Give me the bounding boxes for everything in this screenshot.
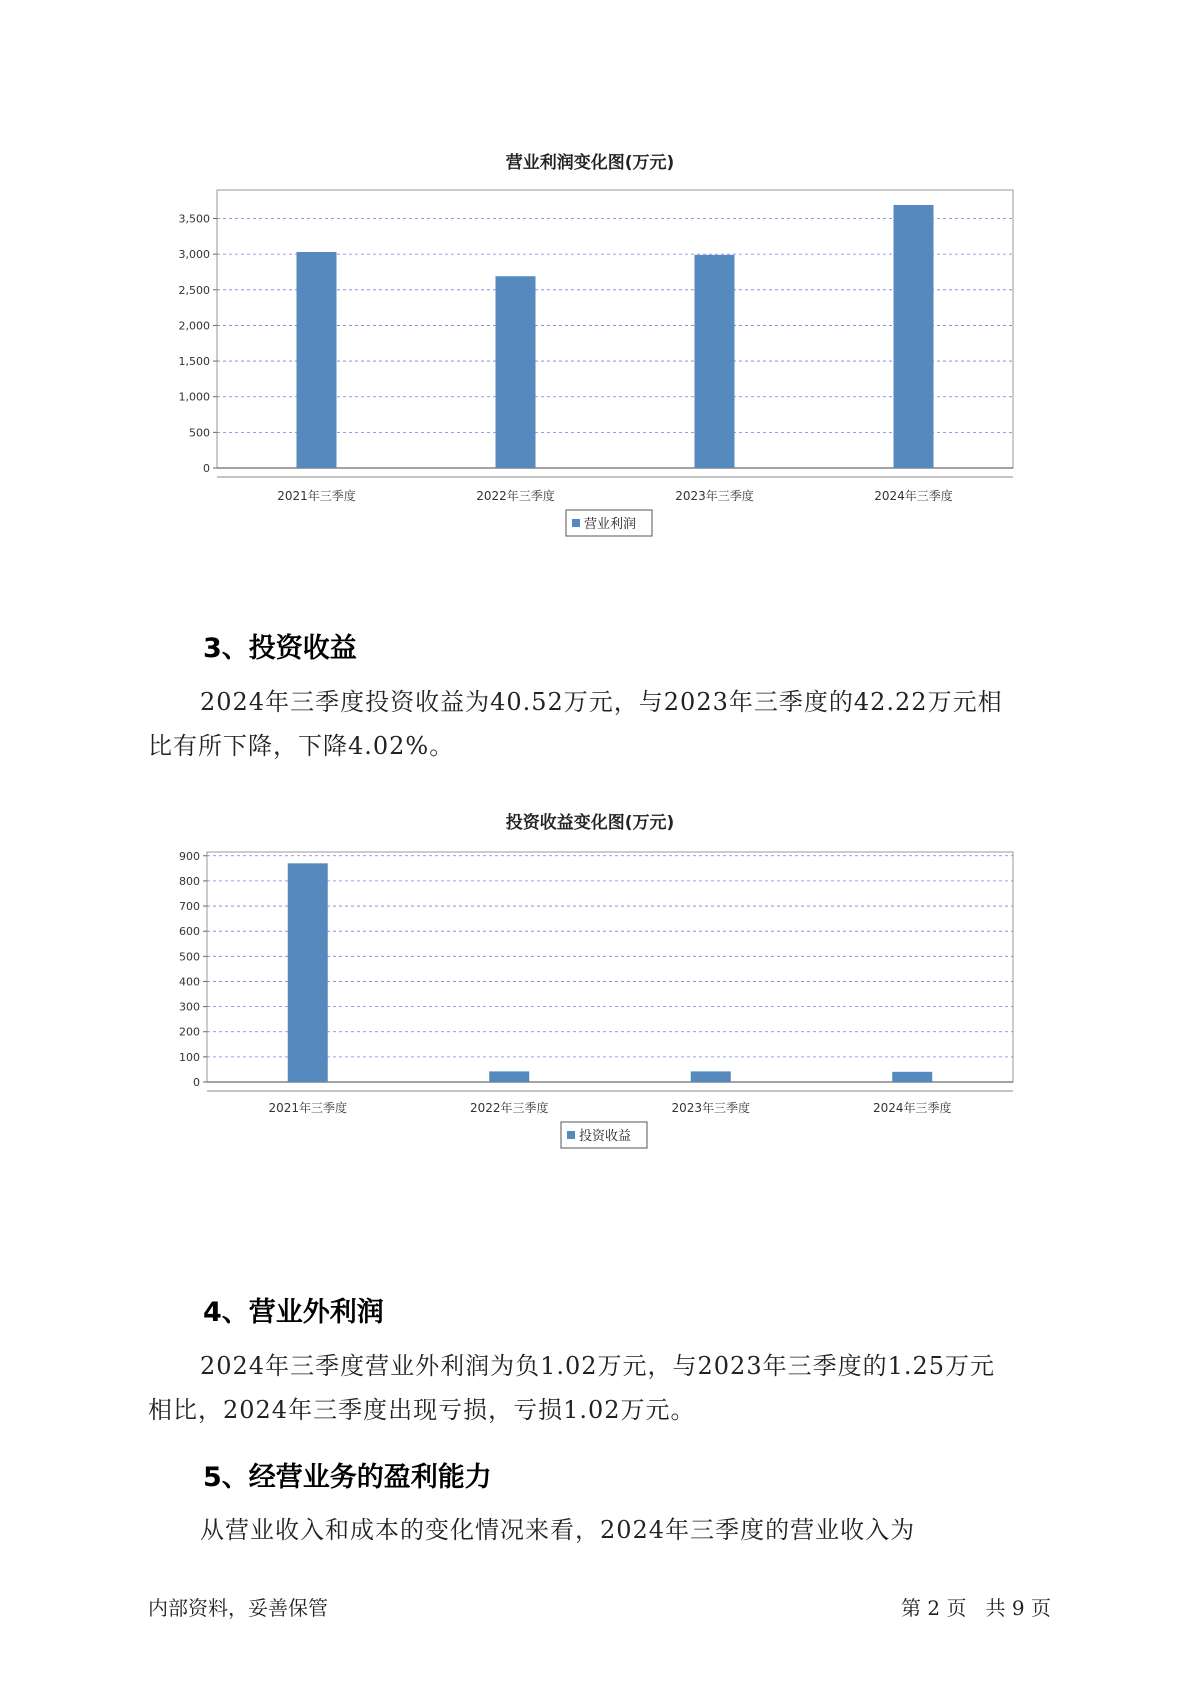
section-heading-profitability: 5、经营业务的盈利能力 xyxy=(203,1462,492,1493)
y-tick-label: 0 xyxy=(193,1076,200,1089)
y-tick-label: 200 xyxy=(179,1025,200,1039)
bar xyxy=(695,255,735,468)
y-tick-label: 3,500 xyxy=(178,212,210,226)
footer-page-number: 第 2 页 共 9 页 xyxy=(901,1596,1051,1620)
y-tick-label: 700 xyxy=(179,900,200,914)
bar xyxy=(297,252,337,468)
legend-swatch xyxy=(567,1131,575,1139)
legend-label: 投资收益 xyxy=(579,1129,632,1144)
y-tick-label: 100 xyxy=(179,1050,200,1064)
legend-swatch xyxy=(572,519,580,527)
x-tick-label: 2021年三季度 xyxy=(277,489,356,503)
bar-chart xyxy=(150,140,1030,600)
section-heading-non-operating-profit: 4、营业外利润 xyxy=(203,1297,384,1328)
bar xyxy=(489,1071,529,1082)
chart-title: 投资收益变化图(万元) xyxy=(505,813,675,833)
footer-confidential: 内部资料，妥善保管 xyxy=(148,1596,328,1620)
paragraph-line: 从营业收入和成本的变化情况来看，2024年三季度的营业收入为 xyxy=(200,1516,916,1544)
bar xyxy=(691,1071,731,1082)
chart-title: 营业利润变化图(万元) xyxy=(505,153,675,173)
bar xyxy=(288,863,328,1082)
section-heading-investment-income: 3、投资收益 xyxy=(203,633,357,664)
paragraph-non-operating-profit xyxy=(148,1344,1048,1432)
bar xyxy=(894,205,934,468)
bar xyxy=(496,276,536,468)
bar-chart xyxy=(150,800,1030,1260)
y-tick-label: 800 xyxy=(179,874,200,888)
y-tick-label: 500 xyxy=(189,426,210,440)
y-tick-label: 1,000 xyxy=(178,390,210,404)
x-tick-label: 2023年三季度 xyxy=(671,1101,751,1115)
y-tick-label: 600 xyxy=(179,925,200,939)
x-tick-label: 2022年三季度 xyxy=(476,489,555,503)
y-tick-label: 2,500 xyxy=(178,283,210,297)
y-tick-label: 0 xyxy=(203,462,210,475)
y-tick-label: 500 xyxy=(179,950,200,964)
y-tick-label: 2,000 xyxy=(178,319,210,333)
y-tick-label: 3,000 xyxy=(178,248,210,262)
x-tick-label: 2022年三季度 xyxy=(469,1101,549,1115)
paragraph-line: 2024年三季度投资收益为40.52万元，与2023年三季度的42.22万元相 xyxy=(200,688,1003,716)
x-tick-label: 2024年三季度 xyxy=(872,1101,952,1115)
x-tick-label: 2023年三季度 xyxy=(675,489,754,503)
chart-operating-profit xyxy=(150,140,1030,600)
y-tick-label: 1,500 xyxy=(178,355,210,369)
legend-label: 营业利润 xyxy=(584,517,637,532)
paragraph-profitability xyxy=(148,1508,1048,1552)
y-tick-label: 300 xyxy=(179,1000,200,1014)
paragraph-investment-income xyxy=(148,680,1048,768)
paragraph-line: 相比，2024年三季度出现亏损，亏损1.02万元。 xyxy=(148,1396,696,1424)
y-tick-label: 900 xyxy=(179,849,200,863)
bar xyxy=(892,1072,932,1082)
x-tick-label: 2024年三季度 xyxy=(874,489,953,503)
y-tick-label: 400 xyxy=(179,975,200,989)
x-tick-label: 2021年三季度 xyxy=(268,1101,348,1115)
chart-investment-income xyxy=(150,800,1030,1260)
paragraph-line: 2024年三季度营业外利润为负1.02万元，与2023年三季度的1.25万元 xyxy=(200,1352,996,1380)
plot-area xyxy=(207,852,1013,1082)
paragraph-line: 比有所下降，下降4.02%。 xyxy=(148,732,455,760)
